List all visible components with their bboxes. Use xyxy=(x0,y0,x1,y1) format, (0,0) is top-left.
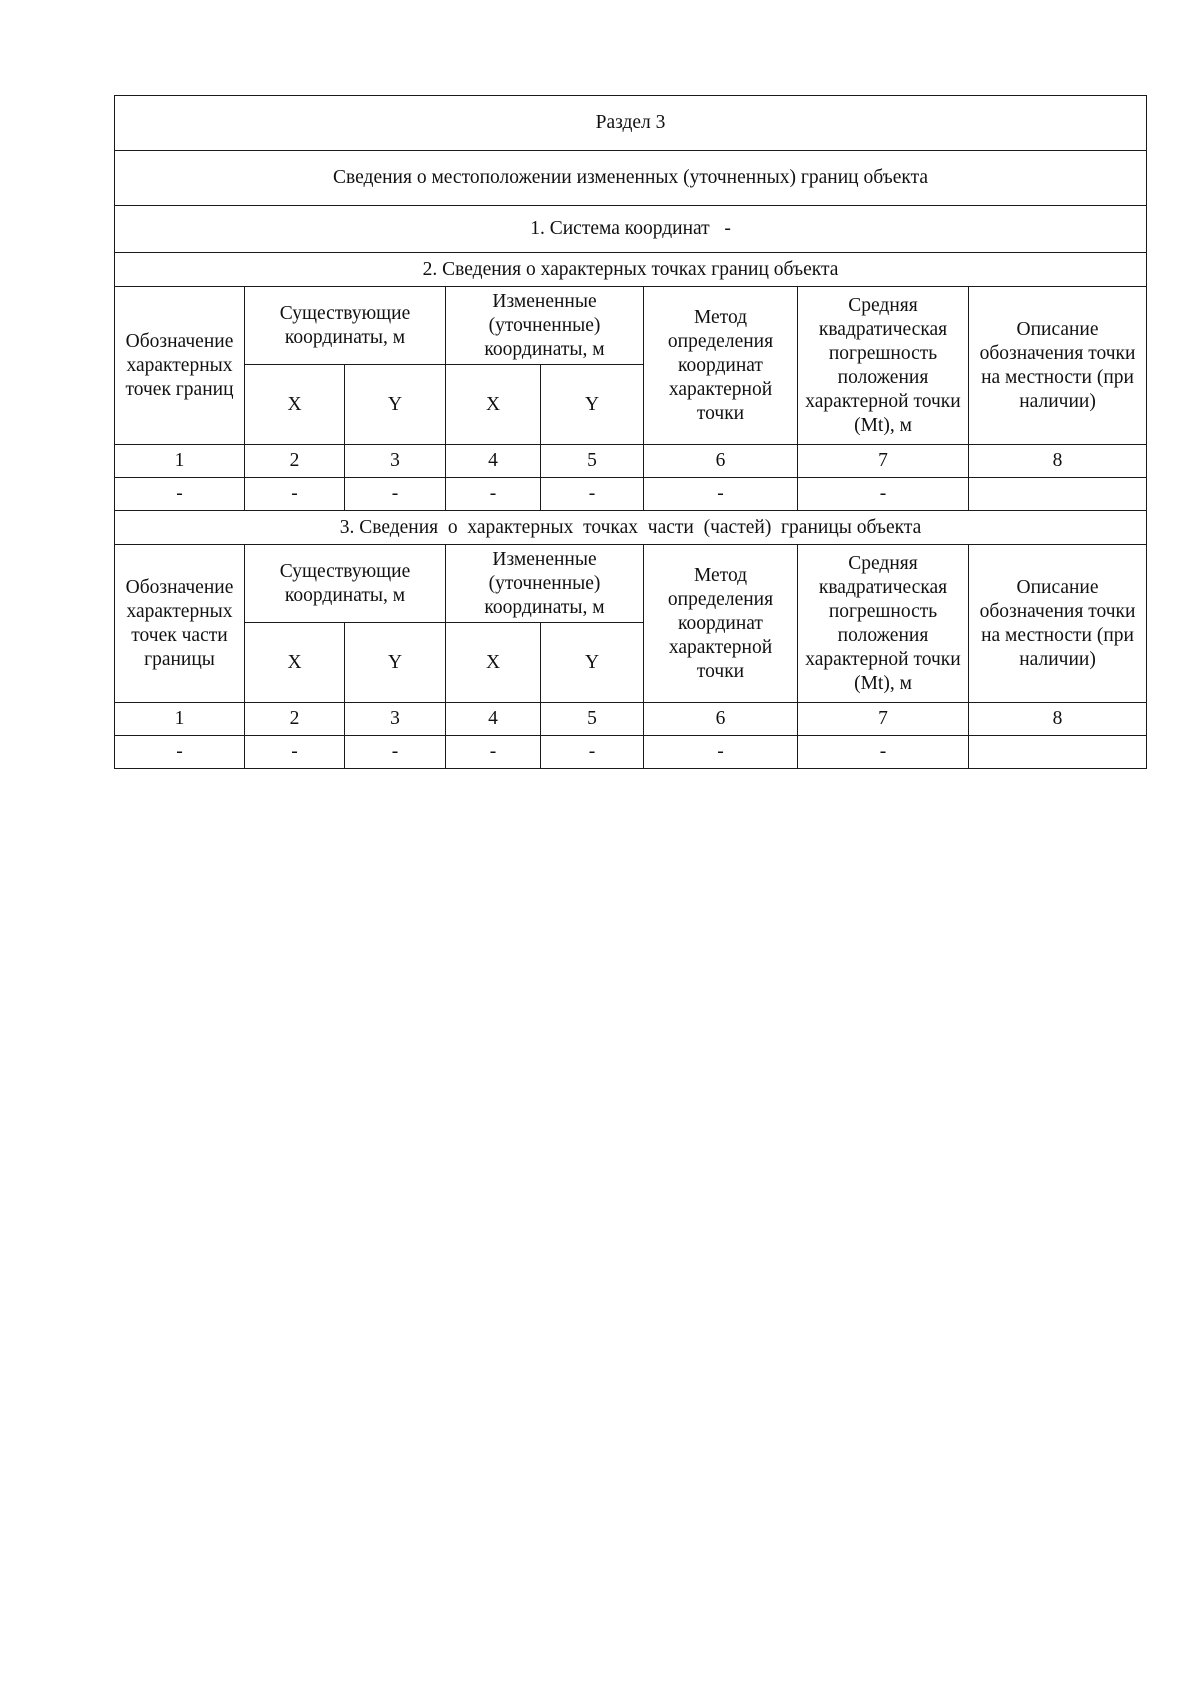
cell-designation: - xyxy=(115,736,245,769)
coordinate-system-label: 1. Система координат xyxy=(530,218,710,239)
header-existing-y: Y xyxy=(345,365,446,445)
header-method: Метод определения координат характерной точки xyxy=(644,545,798,703)
cell-changed-x: - xyxy=(446,478,541,511)
cell-existing-y: - xyxy=(345,736,446,769)
header-description: Описание обозначения точки на местности (при наличии) xyxy=(969,287,1147,445)
cell-method: - xyxy=(644,478,798,511)
table-row xyxy=(115,478,1147,511)
section-3-table xyxy=(114,95,1147,769)
coordinate-system-value: - xyxy=(724,218,731,239)
cell-existing-x: - xyxy=(245,736,345,769)
column-number: 7 xyxy=(798,445,969,478)
header-changed-x: X xyxy=(446,365,541,445)
section-title: Раздел 3 xyxy=(115,96,1147,151)
cell-changed-y: - xyxy=(541,478,644,511)
cell-changed-y: - xyxy=(541,736,644,769)
column-number: 3 xyxy=(345,703,446,736)
cell-designation: - xyxy=(115,478,245,511)
header-existing-coordinates: Существующие координаты, м xyxy=(245,287,446,365)
column-number: 1 xyxy=(115,445,245,478)
document-page xyxy=(114,95,1146,769)
header-changed-y: Y xyxy=(541,623,644,703)
column-number: 8 xyxy=(969,445,1147,478)
column-number: 7 xyxy=(798,703,969,736)
column-number: 3 xyxy=(345,445,446,478)
cell-changed-x: - xyxy=(446,736,541,769)
points-table-caption: 2. Сведения о характерных точках границ объекта xyxy=(115,253,1147,287)
header-designation: Обозначение характерных точек границ xyxy=(115,287,245,445)
column-number: 6 xyxy=(644,445,798,478)
column-number-row xyxy=(115,703,1147,736)
column-number: 1 xyxy=(115,703,245,736)
cell-error: - xyxy=(798,478,969,511)
header-changed-x: X xyxy=(446,623,541,703)
header-changed-y: Y xyxy=(541,365,644,445)
header-existing-x: X xyxy=(245,623,345,703)
header-changed-coordinates: Измененные (уточненные) координаты, м xyxy=(446,287,644,365)
column-number: 4 xyxy=(446,445,541,478)
column-number-row xyxy=(115,445,1147,478)
column-number: 4 xyxy=(446,703,541,736)
header-changed-coordinates: Измененные (уточненные) координаты, м xyxy=(446,545,644,623)
column-number: 6 xyxy=(644,703,798,736)
column-number: 5 xyxy=(541,703,644,736)
header-existing-x: X xyxy=(245,365,345,445)
column-number: 8 xyxy=(969,703,1147,736)
cell-error: - xyxy=(798,736,969,769)
cell-description xyxy=(969,478,1147,511)
cell-method: - xyxy=(644,736,798,769)
part-points-table-caption: 3. Сведения о характерных точках части (частей) границы объекта xyxy=(115,511,1147,545)
table-row xyxy=(115,736,1147,769)
header-description: Описание обозначения точки на местности (при наличии) xyxy=(969,545,1147,703)
coordinate-system-row xyxy=(115,206,1147,253)
header-designation: Обозначение характерных точек части границы xyxy=(115,545,245,703)
header-existing-coordinates: Существующие координаты, м xyxy=(245,545,446,623)
header-method: Метод определения координат характерной точки xyxy=(644,287,798,445)
cell-description xyxy=(969,736,1147,769)
section-subtitle: Сведения о местоположении измененных (уточненных) границ объекта xyxy=(115,151,1147,206)
header-error: Средняя квадратическая погрешность положения характерной точки (Mt), м xyxy=(798,545,969,703)
column-number: 5 xyxy=(541,445,644,478)
header-error: Средняя квадратическая погрешность положения характерной точки (Mt), м xyxy=(798,287,969,445)
column-number: 2 xyxy=(245,445,345,478)
cell-existing-x: - xyxy=(245,478,345,511)
header-existing-y: Y xyxy=(345,623,446,703)
column-number: 2 xyxy=(245,703,345,736)
cell-existing-y: - xyxy=(345,478,446,511)
